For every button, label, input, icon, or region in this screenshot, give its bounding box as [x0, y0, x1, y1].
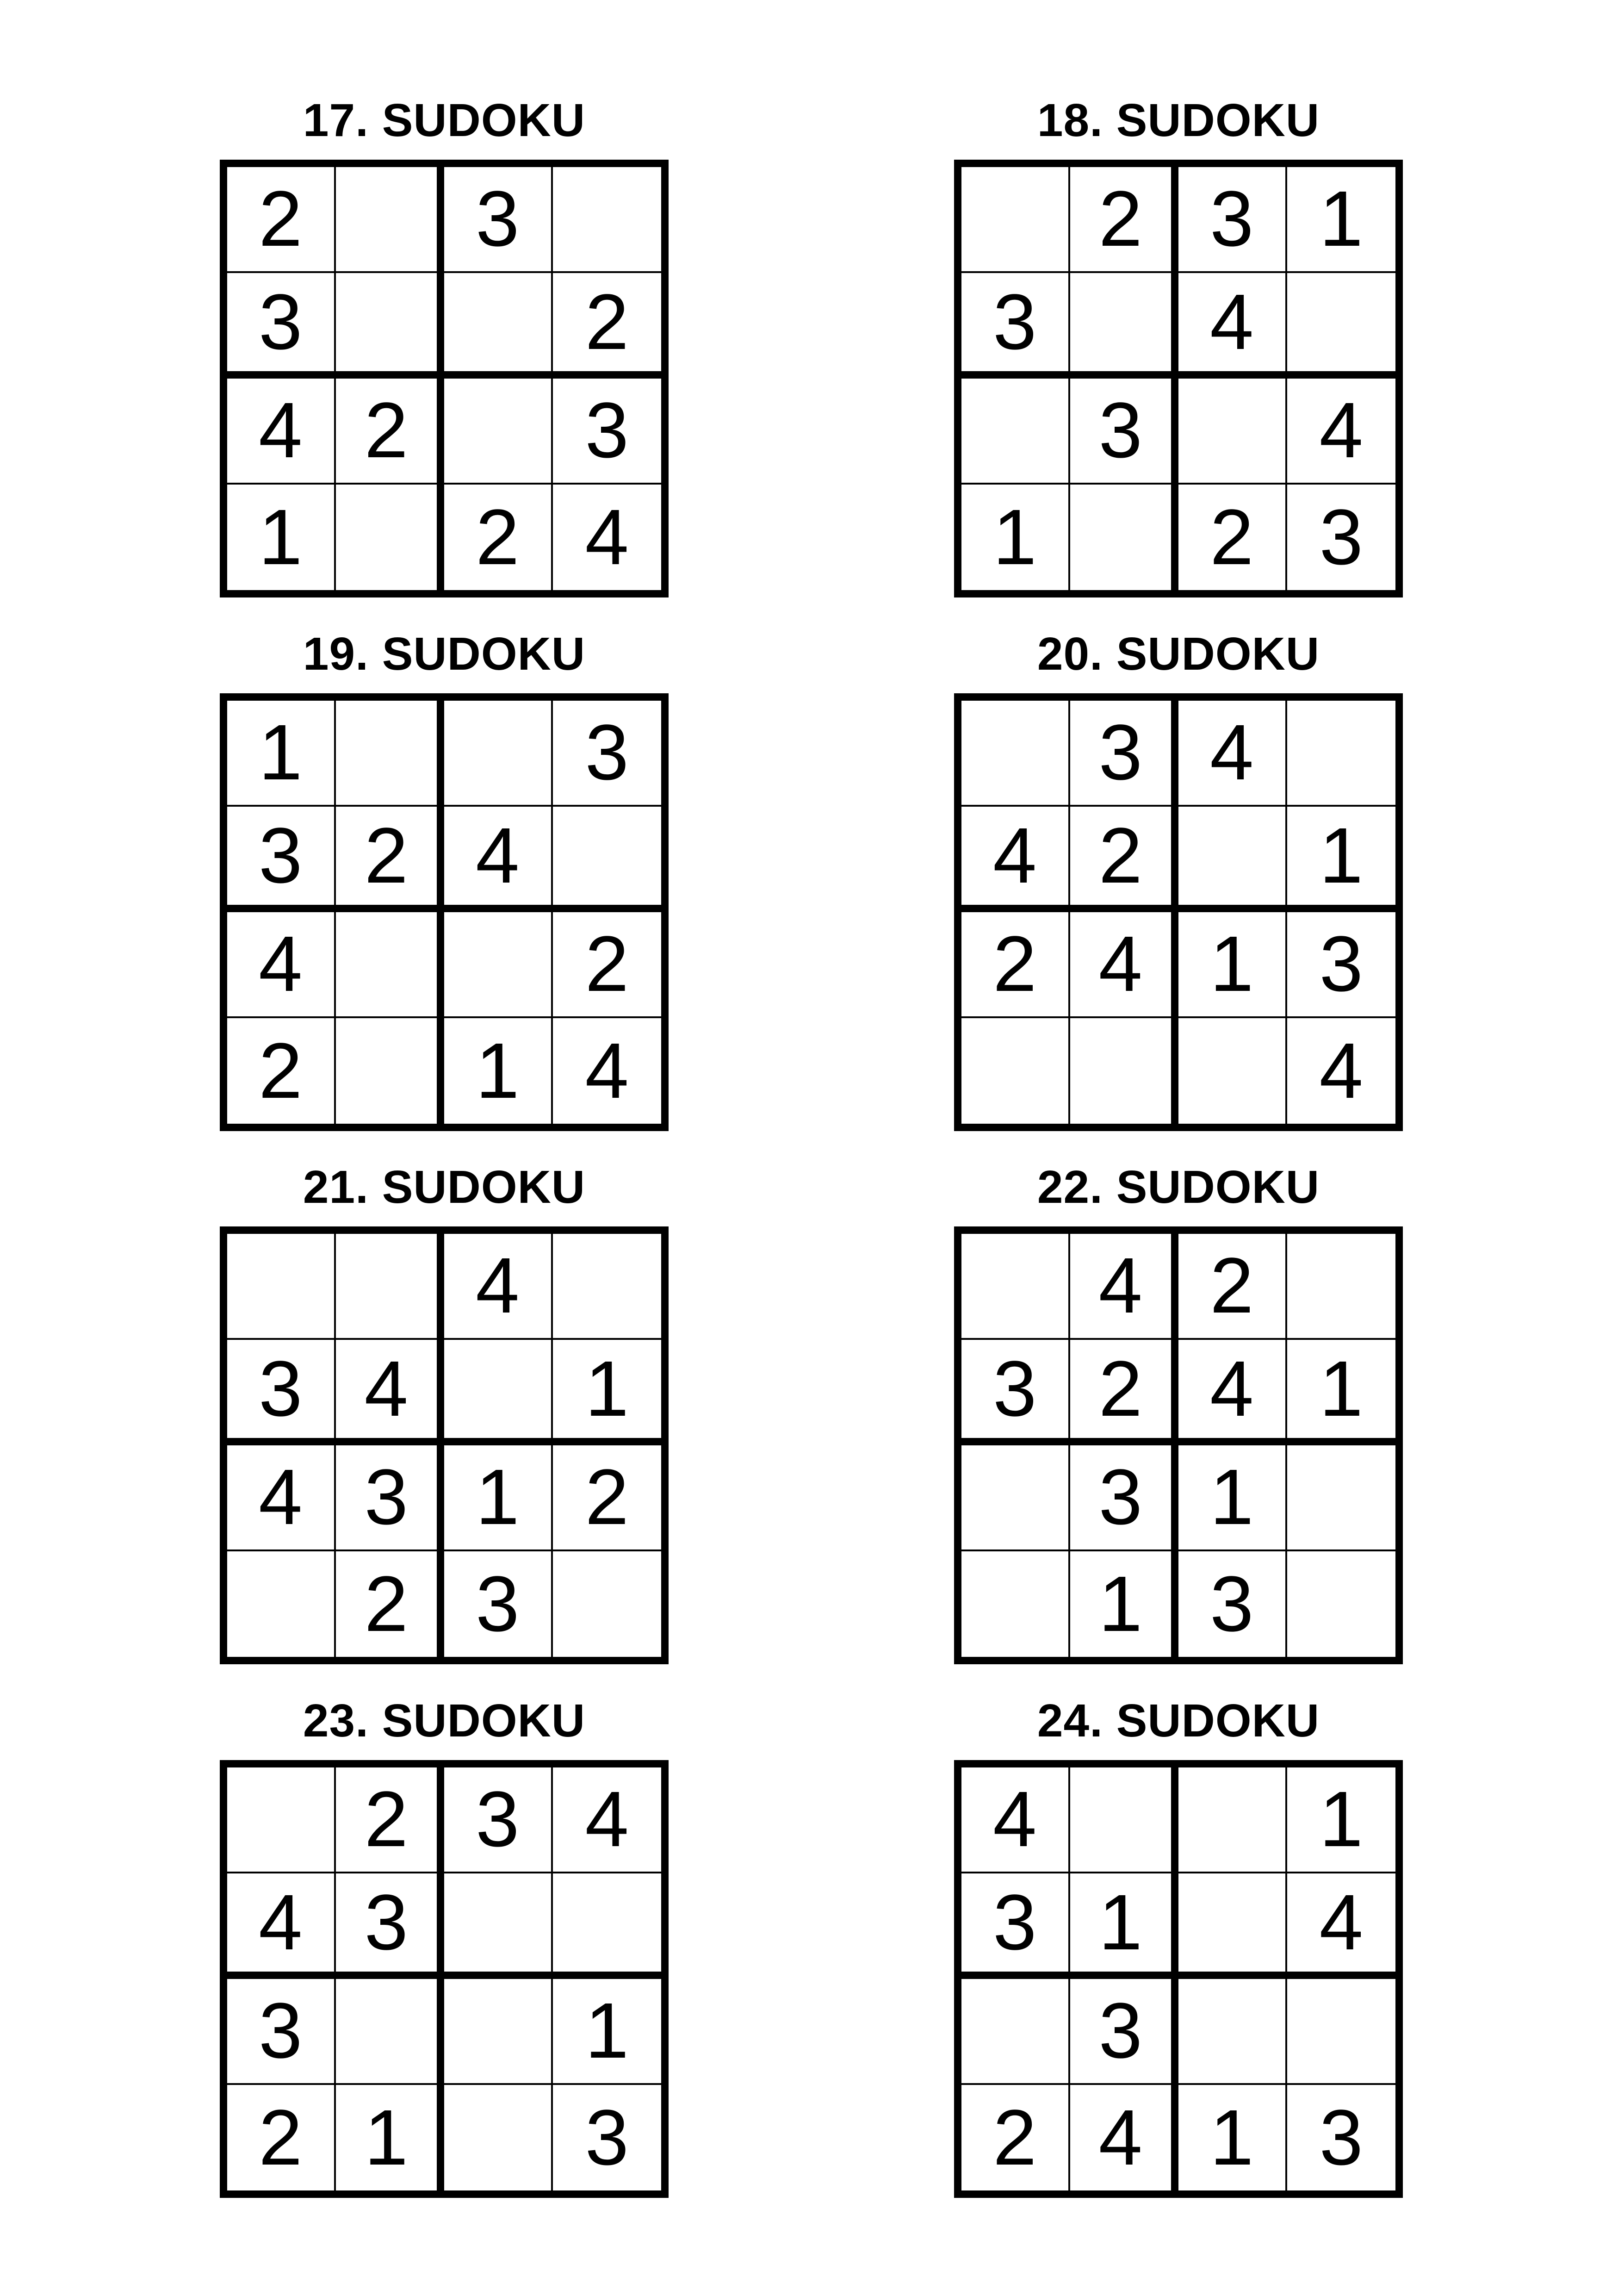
sudoku-cell[interactable] [1178, 807, 1287, 913]
sudoku-cell[interactable] [336, 167, 445, 273]
sudoku-grid [220, 1760, 669, 2198]
sudoku-cell[interactable]: 3 [336, 1873, 445, 1979]
puzzle-title: 18. SUDOKU [1037, 94, 1320, 146]
sudoku-cell[interactable]: 3 [1319, 2093, 1364, 2182]
sudoku-cell[interactable] [1287, 273, 1396, 379]
sudoku-cell[interactable] [336, 485, 445, 591]
sudoku-cell[interactable] [553, 1551, 662, 1657]
sudoku-cell[interactable]: 2 [1178, 485, 1287, 591]
sudoku-cell[interactable]: 4 [227, 1873, 336, 1979]
sudoku-cell[interactable]: 4 [961, 807, 1070, 913]
sudoku-cell[interactable]: 3 [961, 1340, 1070, 1446]
sudoku-cell[interactable] [961, 1445, 1070, 1551]
sudoku-cell[interactable]: 1 [1287, 167, 1396, 273]
sudoku-cell[interactable] [553, 1873, 662, 1979]
sudoku-cell[interactable] [336, 1234, 445, 1340]
puzzle-title: 22. SUDOKU [1037, 1161, 1320, 1213]
sudoku-cell[interactable]: 4 [1178, 1340, 1287, 1446]
sudoku-cell[interactable] [336, 1979, 445, 2085]
sudoku-cell[interactable]: 1 [227, 485, 336, 591]
sudoku-cell[interactable] [1070, 1767, 1179, 1873]
sudoku-cell[interactable] [1287, 1979, 1396, 2085]
sudoku-cell[interactable]: 4 [1178, 701, 1287, 807]
sudoku-cell[interactable]: 1 [1070, 1873, 1179, 1979]
sudoku-grid [954, 1760, 1403, 2198]
sudoku-cell[interactable]: 4 [1070, 1234, 1179, 1340]
sudoku-cell[interactable] [1178, 1979, 1287, 2085]
sudoku-cell[interactable] [227, 1767, 336, 1873]
sudoku-cell[interactable]: 1 [444, 1445, 553, 1551]
sudoku-cell[interactable]: 4 [1287, 379, 1396, 485]
sudoku-cell[interactable]: 2 [336, 1551, 445, 1657]
sudoku-cell[interactable]: 4 [585, 493, 629, 581]
sudoku-cell[interactable] [1287, 701, 1396, 807]
sudoku-cell[interactable] [961, 1018, 1070, 1124]
sudoku-cell[interactable]: 1 [444, 1018, 553, 1124]
sudoku-cell[interactable]: 2 [336, 807, 445, 913]
sudoku-cell[interactable] [1178, 1873, 1287, 1979]
sudoku-cell[interactable]: 3 [336, 1445, 445, 1551]
sudoku-cell[interactable] [961, 1234, 1070, 1340]
sudoku-cell[interactable]: 1 [1178, 1445, 1287, 1551]
sudoku-cell[interactable] [1070, 273, 1179, 379]
sudoku-grid [220, 1226, 669, 1664]
sudoku-grid [220, 693, 669, 1131]
sudoku-cell[interactable]: 4 [227, 379, 336, 485]
sudoku-cell[interactable]: 3 [1070, 1445, 1179, 1551]
sudoku-cell[interactable]: 3 [444, 167, 553, 273]
sudoku-cell[interactable] [961, 379, 1070, 485]
sudoku-cell[interactable]: 3 [553, 701, 662, 807]
sudoku-cell[interactable] [961, 167, 1070, 273]
sudoku-cell[interactable] [553, 1234, 662, 1340]
sudoku-cell[interactable] [444, 2085, 553, 2191]
sudoku-grid [954, 160, 1403, 597]
sudoku-cell[interactable] [1178, 1018, 1287, 1124]
sudoku-cell[interactable]: 2 [227, 1018, 336, 1124]
sudoku-cell[interactable] [444, 1340, 553, 1446]
sudoku-cell[interactable]: 1 [1070, 1551, 1179, 1657]
sudoku-cell[interactable]: 2 [961, 2085, 1070, 2191]
sudoku-cell[interactable] [336, 1018, 445, 1124]
sudoku-cell[interactable]: 1 [1178, 912, 1287, 1018]
sudoku-grid [220, 160, 669, 597]
sudoku-cell[interactable]: 1 [1287, 807, 1396, 913]
sudoku-cell[interactable]: 2 [1070, 1340, 1179, 1446]
sudoku-cell[interactable] [444, 273, 553, 379]
sudoku-cell[interactable] [336, 912, 445, 1018]
puzzle-title: 23. SUDOKU [303, 1695, 586, 1747]
sudoku-cell[interactable] [1287, 1445, 1396, 1551]
sudoku-cell[interactable]: 4 [444, 807, 553, 913]
sudoku-cell[interactable] [444, 1979, 553, 2085]
sudoku-cell[interactable]: 4 [336, 1340, 445, 1446]
sudoku-cell[interactable]: 2 [553, 912, 662, 1018]
sudoku-cell[interactable]: 1 [1287, 1340, 1396, 1446]
sudoku-cell[interactable] [444, 1873, 553, 1979]
sudoku-cell[interactable] [336, 701, 445, 807]
sudoku-cell[interactable]: 1 [553, 1979, 662, 2085]
sudoku-cell[interactable]: 4 [1287, 1873, 1396, 1979]
sudoku-cell[interactable]: 4 [1070, 912, 1179, 1018]
sudoku-cell[interactable]: 2 [1070, 167, 1179, 273]
sudoku-cell[interactable] [444, 701, 553, 807]
sudoku-cell[interactable]: 3 [1287, 912, 1396, 1018]
sudoku-cell[interactable]: 3 [1319, 493, 1364, 581]
sudoku-cell[interactable]: 3 [1178, 1551, 1287, 1657]
sudoku-cell[interactable]: 2 [336, 379, 445, 485]
sudoku-cell[interactable]: 2 [444, 485, 553, 591]
sudoku-grid [954, 693, 1403, 1131]
sudoku-cell[interactable] [1070, 485, 1179, 591]
sudoku-cell[interactable]: 3 [1070, 379, 1179, 485]
sudoku-cell[interactable]: 1 [227, 701, 336, 807]
sudoku-cell[interactable]: 3 [1070, 701, 1179, 807]
sudoku-cell[interactable]: 4 [444, 1234, 553, 1340]
sudoku-cell[interactable] [1287, 1234, 1396, 1340]
sudoku-cell[interactable]: 3 [1178, 167, 1287, 273]
sudoku-cell[interactable] [1178, 379, 1287, 485]
sudoku-cell[interactable]: 2 [1178, 1234, 1287, 1340]
sudoku-cell[interactable]: 4 [1178, 273, 1287, 379]
puzzle-title: 19. SUDOKU [303, 628, 586, 680]
sudoku-cell[interactable]: 2 [961, 912, 1070, 1018]
sudoku-grid [954, 1226, 1403, 1664]
puzzle-title: 17. SUDOKU [303, 94, 586, 146]
puzzle-title: 21. SUDOKU [303, 1161, 586, 1213]
sudoku-cell[interactable]: 2 [1070, 807, 1179, 913]
sudoku-cell[interactable]: 3 [1070, 1979, 1179, 2085]
sudoku-cell[interactable]: 1 [553, 1340, 662, 1446]
sudoku-cell[interactable] [336, 273, 445, 379]
sudoku-cell[interactable]: 3 [585, 2093, 629, 2182]
sudoku-cell[interactable]: 3 [227, 273, 336, 379]
sudoku-cell[interactable]: 1 [336, 2085, 445, 2191]
sudoku-cell[interactable]: 4 [585, 1027, 629, 1115]
sudoku-cell[interactable]: 3 [444, 1767, 553, 1873]
sudoku-cell[interactable]: 3 [961, 273, 1070, 379]
sudoku-cell[interactable] [227, 1234, 336, 1340]
sudoku-cell[interactable]: 4 [227, 912, 336, 1018]
sudoku-cell[interactable] [1178, 1767, 1287, 1873]
sudoku-cell[interactable] [1070, 1018, 1179, 1124]
sudoku-cell[interactable]: 2 [227, 167, 336, 273]
sudoku-cell[interactable]: 1 [1178, 2085, 1287, 2191]
sudoku-cell[interactable] [1287, 1551, 1396, 1657]
sudoku-cell[interactable]: 4 [1319, 1027, 1364, 1115]
sudoku-cell[interactable] [444, 379, 553, 485]
sudoku-cell[interactable] [961, 1979, 1070, 2085]
sudoku-cell[interactable]: 2 [553, 273, 662, 379]
sudoku-cell[interactable]: 4 [961, 1767, 1070, 1873]
sudoku-cell[interactable]: 3 [553, 379, 662, 485]
sudoku-cell[interactable]: 1 [1287, 1767, 1396, 1873]
sudoku-cell[interactable]: 3 [227, 1979, 336, 2085]
sudoku-cell[interactable]: 2 [227, 2085, 336, 2191]
sudoku-cell[interactable]: 2 [553, 1445, 662, 1551]
sudoku-cell[interactable]: 4 [553, 1767, 662, 1873]
sudoku-cell[interactable]: 3 [227, 807, 336, 913]
sudoku-cell[interactable] [961, 701, 1070, 807]
sudoku-cell[interactable]: 1 [961, 485, 1070, 591]
sudoku-cell[interactable] [961, 1551, 1070, 1657]
sudoku-cell[interactable] [444, 912, 553, 1018]
sudoku-cell[interactable] [553, 167, 662, 273]
sudoku-cell[interactable] [553, 807, 662, 913]
sudoku-cell[interactable]: 3 [961, 1873, 1070, 1979]
sudoku-cell[interactable]: 4 [227, 1445, 336, 1551]
puzzle-title: 20. SUDOKU [1037, 628, 1320, 680]
sudoku-cell[interactable]: 3 [444, 1551, 553, 1657]
sudoku-cell[interactable] [227, 1551, 336, 1657]
sudoku-cell[interactable]: 2 [336, 1767, 445, 1873]
sudoku-cell[interactable]: 4 [1070, 2085, 1179, 2191]
puzzle-title: 24. SUDOKU [1037, 1695, 1320, 1747]
sudoku-cell[interactable]: 3 [227, 1340, 336, 1446]
